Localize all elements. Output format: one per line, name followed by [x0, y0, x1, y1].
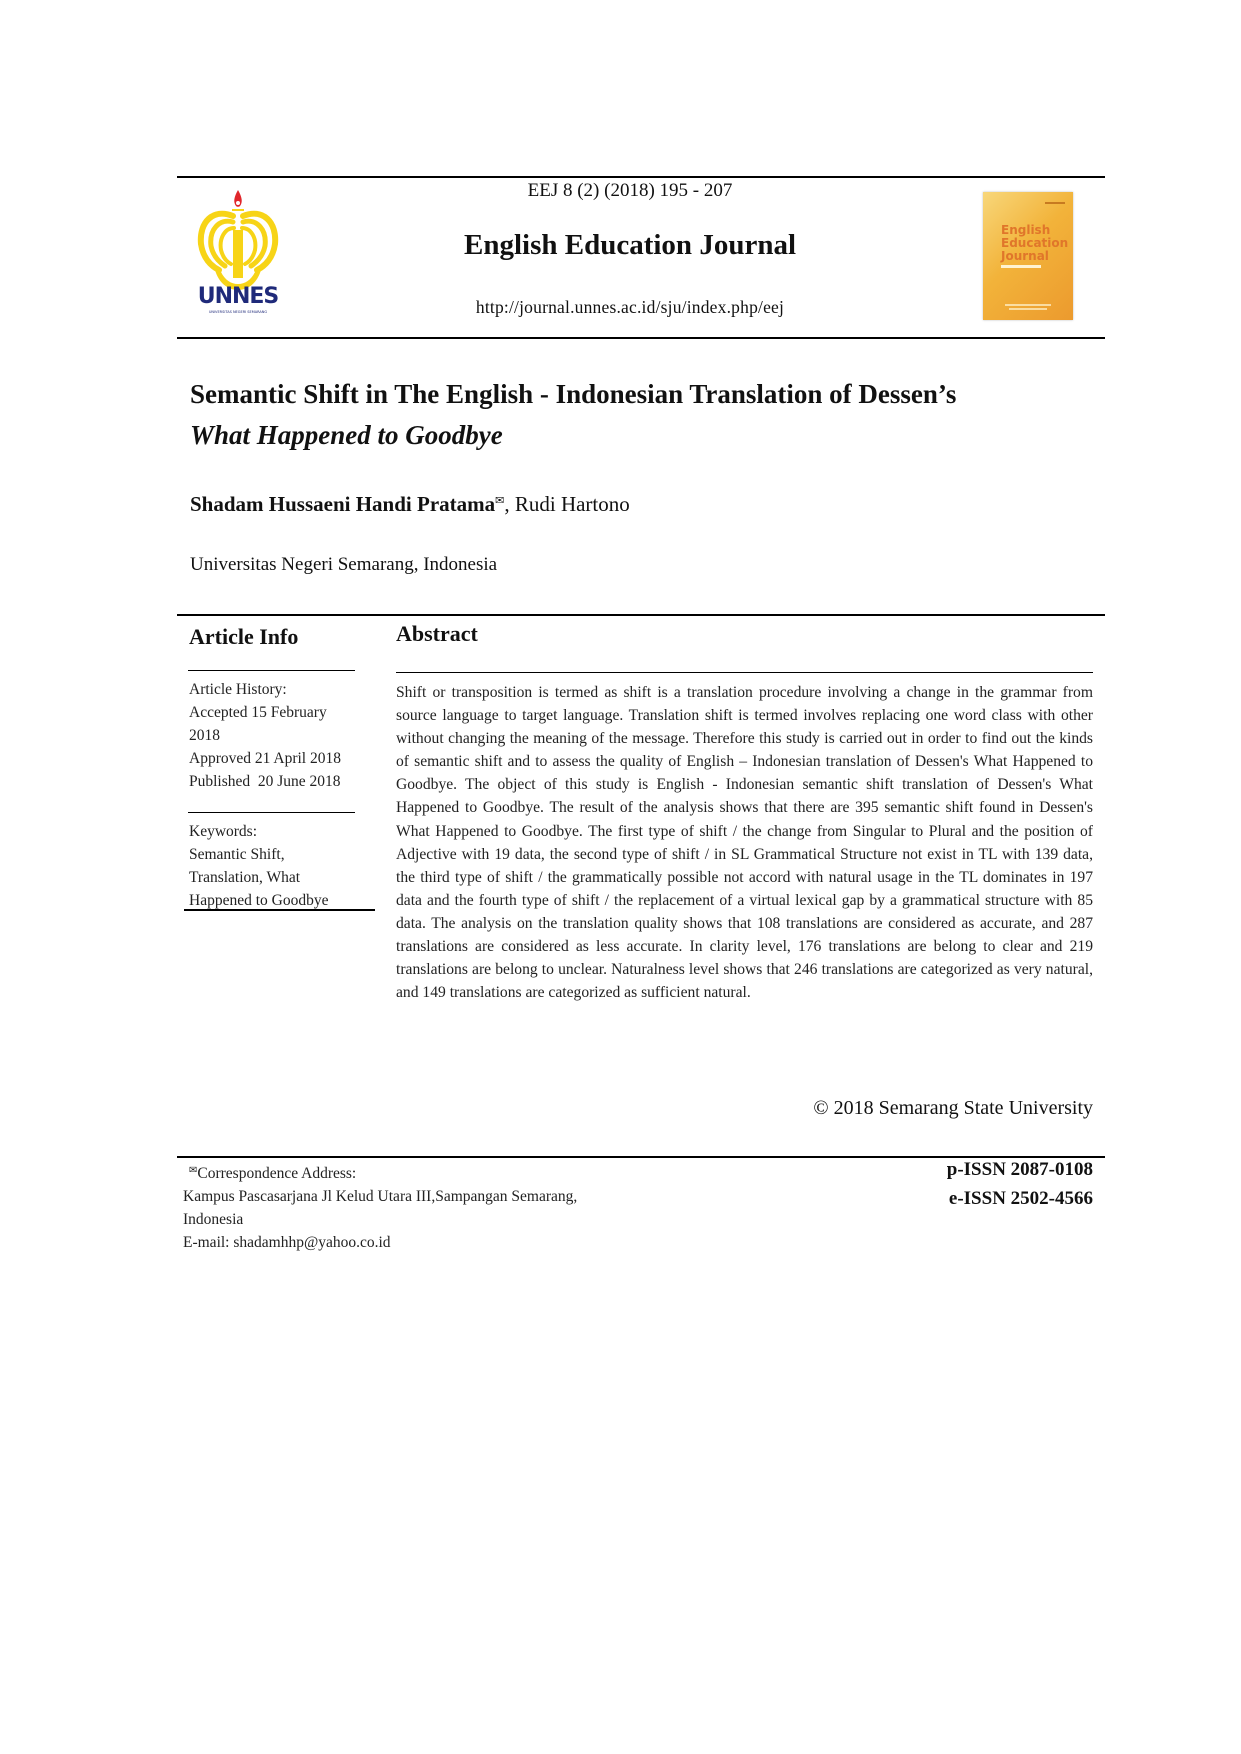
correspondence-label: Correspondence Address: — [197, 1165, 357, 1182]
journal-cover-image — [983, 192, 1073, 320]
cover-title-1: English — [1001, 223, 1051, 237]
journal-title: English Education Journal — [464, 229, 796, 261]
accepted-date-year: 2018 — [189, 727, 220, 744]
copyright: © 2018 Semarang State University — [813, 1097, 1093, 1119]
address-line-2: Indonesia — [183, 1211, 244, 1228]
volume-line: EEJ 8 (2) (2018) 195 - 207 — [527, 180, 733, 201]
info-top-rule — [177, 614, 1105, 616]
history-label: Article History: — [189, 681, 287, 698]
keyword-line-3: Happened to Goodbye — [189, 892, 329, 909]
authors — [190, 492, 630, 517]
article-info-heading: Article Info — [189, 624, 299, 649]
abstract-rule — [396, 672, 1093, 673]
journal-url[interactable]: http://journal.unnes.ac.id/sju/index.php/eej — [475, 297, 785, 317]
article-info-bottom-rule — [184, 909, 375, 911]
abstract-text: Shift or transposition is termed as shift is a translation procedure involving a change in the grammar from source language to target language. Translation shift is termed involves replacing one word class with other without changing the meaning of the message. Therefore this study is carried out in order to find out the kinds of semantic shift and to assess the quality of English – Indonesian translation of Dessen's What Happened to Goodbye. The object of this study is English - Indonesian semantic shift translation of Dessen's What Happened to Goodbye. The result of the analysis shows that there are 395 semantic shift found in Dessen's What Happened to Goodbye. The first type of shift / the change from Singular to Plural and the position of Adjective with 19 data, the second type of shift / in SL Grammatical Structure not exist in TL with 139 data, the third type of shift / the grammatically possible not accord with natural usage in the TL dominates in 197 data and the fourth type of shift / the replacement of a virtual lexical gap by a grammatical structure with 85 data. The analysis on the translation quality shows that 108 translations are considered as accurate, and 287 translations are considered as less accurate. In clarity level, 176 translations are belong to clear and 219 translations are belong to unclear. Naturalness level shows that 246 translations are categorized as very natural, and 149 translations are categorized as sufficient natural. — [396, 684, 1093, 1002]
p-issn: p-ISSN 2087-0108 — [946, 1159, 1093, 1180]
accepted-date: Accepted 15 February — [189, 704, 327, 721]
author-2: Rudi Hartono — [514, 492, 630, 516]
e-issn: e-ISSN 2502-4566 — [948, 1188, 1093, 1209]
footer-rule — [177, 1156, 1105, 1158]
unnes-logo-text: UNNES — [197, 284, 279, 309]
article-history — [189, 678, 364, 793]
published-date: Published 20 June 2018 — [189, 773, 341, 790]
correspondence-mail-icon: ✉ — [495, 494, 505, 507]
article-title-line1: Semantic Shift in The English - Indonesian Translation of Dessen’s — [190, 379, 957, 409]
article-title-line2: What Happened to Goodbye — [190, 420, 503, 450]
approved-date: Approved 21 April 2018 — [189, 750, 341, 767]
mail-icon: ✉ — [189, 1165, 198, 1176]
article-title — [190, 374, 1090, 456]
correspondence-block — [183, 1159, 663, 1254]
keywords-label: Keywords: — [189, 823, 258, 840]
correspondence-label-line — [183, 1159, 663, 1185]
article-info-rule-2 — [188, 812, 355, 813]
article-info-rule-1 — [188, 670, 355, 671]
keyword-line-2: Translation, What — [189, 869, 301, 886]
unnes-logo-subtext: UNIVERSITAS NEGERI SEMARANG — [208, 310, 268, 314]
header-bottom-rule — [177, 337, 1105, 339]
address-line-1: Kampus Pascasarjana Jl Kelud Utara III,Sampangan Semarang, — [183, 1188, 578, 1205]
author-1: Shadam Hussaeni Handi Pratama — [190, 492, 496, 516]
keywords — [189, 820, 364, 912]
abstract-heading: Abstract — [396, 621, 478, 646]
email[interactable]: E-mail: shadamhhp@yahoo.co.id — [183, 1234, 391, 1251]
keyword-line-1: Semantic Shift, — [189, 846, 285, 863]
cover-title-3: Journal — [1001, 249, 1049, 263]
header-top-rule — [177, 176, 1105, 178]
unnes-logo — [193, 188, 283, 320]
cover-title-2: Education — [1001, 236, 1069, 250]
affiliation: Universitas Negeri Semarang, Indonesia — [190, 554, 498, 575]
author-separator: , — [504, 492, 510, 516]
